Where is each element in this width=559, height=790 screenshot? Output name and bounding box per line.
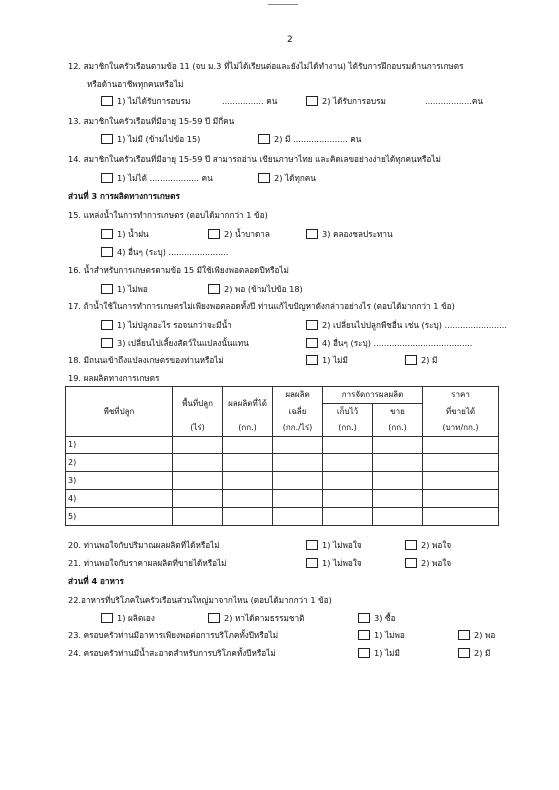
checkbox[interactable] [306, 320, 318, 330]
cell[interactable] [273, 490, 323, 508]
cell[interactable] [323, 490, 373, 508]
cell[interactable] [273, 508, 323, 526]
q23-text: 23. ครอบครัวท่านมีอาหารเพียงพอต่อการบริโภคทั้งปีหรือไม่ [68, 630, 279, 640]
checkbox[interactable] [405, 558, 417, 568]
row-label: 2) [66, 454, 173, 472]
option-label: 2) เปลี่ยนไปปลูกพืชอื่น เช่น (ระบุ) ........................ [322, 319, 507, 330]
row-label: 4) [66, 490, 173, 508]
checkbox[interactable] [405, 355, 417, 365]
q20-text: 20. ท่านพอใจกับปริมาณผลผลิตที่ได้หรือไม่ [68, 540, 220, 550]
checkbox[interactable] [358, 630, 370, 640]
section-3-heading: ส่วนที่ 3 การผลิตทางการเกษตร [68, 191, 180, 201]
header-price: ราคา [423, 387, 499, 404]
cell[interactable] [423, 490, 499, 508]
row-label: 3) [66, 472, 173, 490]
q18-option-2[interactable] [405, 355, 437, 365]
checkbox[interactable] [101, 173, 113, 183]
checkbox[interactable] [101, 613, 113, 623]
checkbox[interactable] [306, 338, 318, 348]
cell[interactable] [223, 508, 273, 526]
table-row [66, 490, 499, 508]
cell[interactable] [223, 490, 273, 508]
option-label: 2) พอใจ [421, 557, 452, 568]
q24-option-1[interactable] [358, 648, 400, 658]
checkbox[interactable] [405, 540, 417, 550]
checkbox[interactable] [101, 134, 113, 144]
cell[interactable] [173, 437, 223, 454]
q17-option-3[interactable] [101, 338, 249, 348]
checkbox[interactable] [101, 320, 113, 330]
q14-option-2[interactable] [258, 173, 316, 183]
cell[interactable] [173, 454, 223, 472]
option-label: 2) มี ..................... คน [274, 133, 362, 144]
q16-option-2[interactable] [208, 284, 303, 294]
checkbox[interactable] [208, 229, 220, 239]
checkbox[interactable] [101, 247, 113, 257]
checkbox[interactable] [306, 96, 318, 106]
row-label: 1) [66, 437, 173, 454]
q20-option-1[interactable] [306, 540, 362, 550]
q13-text: 13. สมาชิกในครัวเรือนที่มีอายุ 15-59 ปี มีกี่คน [68, 116, 235, 126]
checkbox[interactable] [358, 648, 370, 658]
table-row [66, 472, 499, 490]
cell[interactable] [223, 437, 273, 454]
checkbox[interactable] [258, 173, 270, 183]
q13-option-2[interactable] [258, 134, 361, 144]
option-label: 3) เปลี่ยนไปเลี้ยงสัตว์ในแปลงนั้นแทน [117, 337, 249, 348]
cell[interactable] [423, 472, 499, 490]
header-price-unit: (บาท/กก.) [423, 421, 499, 437]
checkbox[interactable] [101, 284, 113, 294]
header-area: พื้นที่ปลูก [173, 387, 223, 421]
option-label: 4) อื่นๆ (ระบุ) ...................................... [322, 337, 473, 348]
q23-option-1[interactable] [358, 630, 405, 640]
option-label: 1) น้ำฝน [117, 228, 149, 239]
header-avg: ผลผลิต [273, 387, 323, 404]
q22-option-2[interactable] [208, 613, 304, 623]
option-label: 1) ไม่พอ [117, 283, 148, 294]
q22-option-1[interactable] [101, 613, 155, 623]
q17-text: 17. ถ้าน้ำใช้ในการทำการเกษตรไม่เพียงพอตลอดทั้งปี ท่านแก้ไขปัญหาดังกล่าวอย่างไร (ตอบได้มากกว่า 1 ข้อ) [68, 301, 455, 311]
checkbox[interactable] [258, 134, 270, 144]
header-plant: พืชที่ปลูก [66, 387, 173, 437]
checkbox[interactable] [458, 648, 470, 658]
checkbox[interactable] [101, 338, 113, 348]
q12-option-1-fill: ................ คน [222, 96, 278, 106]
checkbox[interactable] [458, 630, 470, 640]
option-label: 2) ได้ทุกคน [274, 172, 316, 183]
q15-option-4[interactable] [101, 247, 228, 257]
checkbox[interactable] [358, 613, 370, 623]
production-table [65, 386, 499, 526]
q12-text-2: หรือด้านอาชีพทุกคนหรือไม่ [87, 79, 184, 89]
header-price-2: ที่ขายได้ [423, 404, 499, 421]
option-label: 2) ได้รับการอบรม [322, 95, 386, 106]
cell[interactable] [423, 454, 499, 472]
cell[interactable] [273, 454, 323, 472]
table-row [66, 437, 499, 454]
cell[interactable] [323, 472, 373, 490]
option-label: 1) ผลิตเอง [117, 612, 155, 623]
header-avg-unit: (กก./ไร่) [273, 421, 323, 437]
checkbox[interactable] [101, 229, 113, 239]
cell[interactable] [423, 508, 499, 526]
q15-option-1[interactable] [101, 229, 149, 239]
option-label: 4) อื่นๆ (ระบุ) ....................... [117, 246, 229, 257]
q14-text: 14. สมาชิกในครัวเรือนที่มีอายุ 15-59 ปี สามารถอ่าน เขียนภาษาไทย และคิดเลขอย่างง่ายได้ทุกคนหรือไม่ [68, 154, 441, 164]
option-label: 1) ไม่มี [322, 354, 348, 365]
section-4-heading: ส่วนที่ 4 อาหาร [68, 576, 124, 586]
cell[interactable] [373, 437, 423, 454]
option-label: 1) ไม่มี [374, 647, 400, 658]
cell[interactable] [273, 472, 323, 490]
q17-option-1[interactable] [101, 320, 232, 330]
q22-option-3[interactable] [358, 613, 395, 623]
checkbox[interactable] [306, 355, 318, 365]
option-label: 3) ซื้อ [374, 612, 396, 623]
option-label: 2) มี [421, 354, 438, 365]
q12-text: 12. สมาชิกในครัวเรือนตามข้อ 11 (จบ ม.3 ที่ไม่ได้เรียนต่อและยังไม่ได้ทำงาน) ได้รับการฝึกอบรมด้านการเกษตร [68, 61, 464, 71]
header-sell: ขาย [373, 404, 423, 421]
q18-option-1[interactable] [306, 355, 348, 365]
q15-text: 15. แหล่งน้ำในการทำการเกษตร (ตอบได้มากกว่า 1 ข้อ) [68, 210, 268, 220]
q18-text: 18. มีถนนเข้าถึงแปลงเกษตรของท่านหรือไม่ [68, 355, 224, 365]
option-label: 3) คลองชลประทาน [322, 228, 393, 239]
header-yield-unit: (กก.) [223, 421, 273, 437]
cell[interactable] [173, 508, 223, 526]
q22-text: 22.อาหารที่บริโภคในครัวเรือนส่วนใหญ่มาจากไหน (ตอบได้มากกว่า 1 ข้อ) [68, 595, 332, 605]
checkbox[interactable] [101, 96, 113, 106]
q24-text: 24. ครอบครัวท่านมีน้ำสะอาดสำหรับการบริโภคทั้งปีหรือไม่ [68, 648, 276, 658]
header-manage: การจัดการผลผลิต [323, 387, 423, 404]
q15-option-3[interactable] [306, 229, 393, 239]
row-label: 5) [66, 508, 173, 526]
header-yield: ผลผลิตที่ได้ [223, 387, 273, 421]
q21-text: 21. ท่านพอใจกับราคาผลผลิตที่ขายได้หรือไม่ [68, 558, 227, 568]
cell[interactable] [373, 508, 423, 526]
q13-option-1[interactable] [101, 134, 200, 144]
header-keep-unit: (กก.) [323, 421, 373, 437]
option-label: 1) ไม่ปลูกอะไร รอจนกว่าจะมีน้ำ [117, 319, 232, 330]
checkbox[interactable] [208, 284, 220, 294]
option-label: 1) ไม่พอใจ [322, 557, 362, 568]
q12-option-2-fill: ..................คน [425, 96, 483, 106]
q12-option-2[interactable] [306, 96, 386, 106]
option-label: 1) ไม่พอ [374, 629, 405, 640]
cell[interactable] [373, 472, 423, 490]
cell[interactable] [223, 472, 273, 490]
q12-option-1[interactable] [101, 96, 190, 106]
option-label: 2) หาได้ตามธรรมชาติ [224, 612, 305, 623]
q15-option-2[interactable] [208, 229, 270, 239]
option-label: 2) มี [474, 647, 491, 658]
option-label: 1) ไม่พอใจ [322, 539, 362, 550]
table-row [66, 454, 499, 472]
cell[interactable] [323, 454, 373, 472]
q17-option-4[interactable] [306, 338, 472, 348]
cell[interactable] [223, 454, 273, 472]
header-keep: เก็บไว้ [323, 404, 373, 421]
cell[interactable] [173, 490, 223, 508]
checkbox[interactable] [306, 540, 318, 550]
option-label: 1) ไม่ได้รับการอบรม [117, 95, 191, 106]
q19-text: 19. ผลผลิตทางการเกษตร [68, 373, 160, 383]
q23-option-2[interactable] [458, 630, 495, 640]
option-label: 2) พอใจ [421, 539, 452, 550]
header-sell-unit: (กก.) [373, 421, 423, 437]
q20-option-2[interactable] [405, 540, 451, 550]
q14-option-1[interactable] [101, 173, 213, 183]
top-scan-mark [268, 0, 298, 5]
checkbox[interactable] [208, 613, 220, 623]
cell[interactable] [273, 437, 323, 454]
checkbox[interactable] [306, 229, 318, 239]
option-label: 1) ไม่ได้ ................... คน [117, 172, 213, 183]
q21-option-1[interactable] [306, 558, 362, 568]
table-row [66, 508, 499, 526]
q16-text: 16. น้ำสำหรับการเกษตรตามข้อ 15 มีใช้เพียงพอตลอดปีหรือไม่ [68, 265, 289, 275]
q17-option-2[interactable] [306, 320, 507, 330]
cell[interactable] [373, 454, 423, 472]
header-avg-2: เฉลี่ย [273, 404, 323, 421]
page-number: 2 [287, 35, 293, 45]
cell[interactable] [173, 472, 223, 490]
cell[interactable] [373, 490, 423, 508]
cell[interactable] [323, 437, 373, 454]
option-label: 1) ไม่มี (ข้ามไปข้อ 15) [117, 133, 201, 144]
cell[interactable] [423, 437, 499, 454]
option-label: 2) พอ [474, 629, 496, 640]
q24-option-2[interactable] [458, 648, 490, 658]
q21-option-2[interactable] [405, 558, 451, 568]
q16-option-1[interactable] [101, 284, 148, 294]
cell[interactable] [323, 508, 373, 526]
option-label: 2) น้ำบาดาล [224, 228, 270, 239]
checkbox[interactable] [306, 558, 318, 568]
header-area-unit: (ไร่) [173, 421, 223, 437]
option-label: 2) พอ (ข้ามไปข้อ 18) [224, 283, 303, 294]
